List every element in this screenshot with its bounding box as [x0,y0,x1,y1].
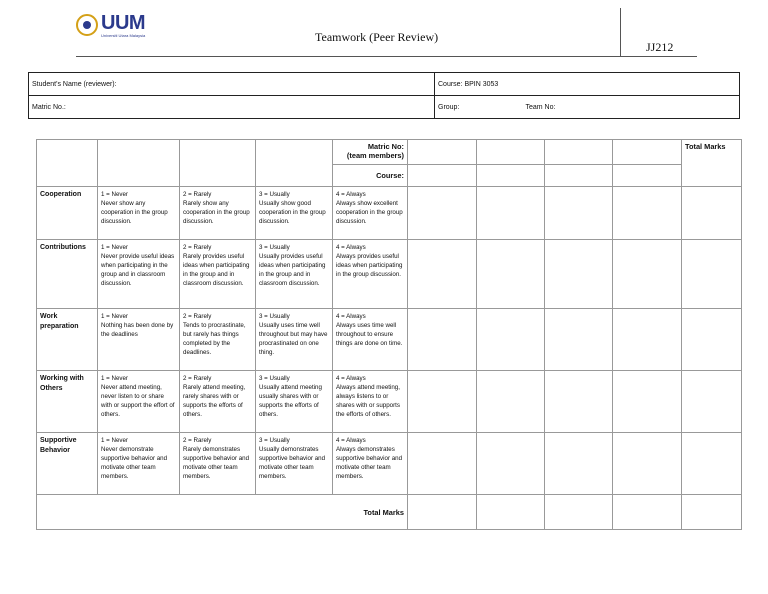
level-always [333,371,408,433]
course-label: Course: BPIN 3053 [438,80,499,88]
criterion-row [37,240,742,309]
score-cell[interactable] [613,433,682,495]
level-head: 4 = Always [336,437,366,444]
total-cell[interactable] [682,433,742,495]
team-members-label: (team members) [346,151,404,160]
level-rarely [180,309,256,371]
level-text: Never provide useful ideas when participating in the group and in classroom discussion. [101,253,175,287]
rubric-table [36,139,742,530]
score-cell[interactable] [477,240,545,309]
level-text: Usually uses time well throughout but may have procrastinated on one thing. [259,322,328,356]
logo-text: UUM [101,12,146,34]
total-cell[interactable] [682,371,742,433]
level-always [333,240,408,309]
score-cell[interactable] [545,433,613,495]
total-cell[interactable] [682,309,742,371]
matric-header: Matric No: [367,142,404,151]
header-vertical-divider [620,8,621,57]
logo-subtitle: Universiti Utara Malaysia [101,33,146,38]
level-head: 1 = Never [101,375,128,382]
level-head: 2 = Rarely [183,244,212,251]
student-name-label: Student's Name (reviewer): [32,80,117,88]
total-cell[interactable] [682,187,742,240]
score-cell[interactable] [477,371,545,433]
level-head: 1 = Never [101,313,128,320]
score-cell[interactable] [545,187,613,240]
criterion-row [37,371,742,433]
level-usually [256,309,333,371]
level-text: Always show excellent cooperation in the group discussion. [336,200,403,225]
level-head: 1 = Never [101,437,128,444]
level-text: Rarely attend meeting, rarely shares with or supports the efforts of others. [183,384,246,418]
level-text: Never demonstrate supportive behavior and motivate other team members. [101,446,168,480]
level-text: Rarely show any cooperation in the group discussion. [183,200,250,225]
score-cell[interactable] [408,371,477,433]
score-cell[interactable] [545,371,613,433]
level-text: Usually demonstrates supportive behavior and motivate other team members. [259,446,326,480]
level-always [333,187,408,240]
group-field[interactable] [435,96,523,119]
member-total-cell[interactable] [613,495,682,530]
level-head: 2 = Rarely [183,437,212,444]
level-rarely [180,371,256,433]
score-cell[interactable] [613,371,682,433]
team-no-label: Team No: [525,103,556,111]
matric-label: Matric No.: [32,103,66,111]
level-never [98,371,180,433]
level-head: 2 = Rarely [183,191,212,198]
score-cell[interactable] [408,240,477,309]
criterion-name: Working with Others [37,371,98,433]
level-text: Usually provides useful ideas when participating in the group and in classroom discussion. [259,253,326,287]
matric-header-cell [333,140,408,165]
level-text: Tends to procrastinate, but rarely has things completed by the deadlines. [183,322,246,356]
level-never [98,433,180,495]
student-name-field[interactable] [29,73,435,96]
criterion-name: Contributions [37,240,98,309]
level-never [98,240,180,309]
level-head: 3 = Usually [259,437,290,444]
level-head: 2 = Rarely [183,313,212,320]
score-cell[interactable] [477,433,545,495]
grand-total-cell[interactable] [682,495,742,530]
crest-icon [76,14,98,36]
score-cell[interactable] [613,187,682,240]
level-text: Usually show good cooperation in the group discussion. [259,200,326,225]
level-text: Always attend meeting, always listens to or shares with or supports the efforts of others. [336,384,400,418]
course-header: Course: [333,165,408,187]
score-cell[interactable] [408,433,477,495]
level-text: Never show any cooperation in the group discussion. [101,200,168,225]
level-head: 1 = Never [101,191,128,198]
member-total-cell[interactable] [545,495,613,530]
level-head: 3 = Usually [259,191,290,198]
course-field[interactable] [435,73,740,96]
level-text: Rarely provides useful ideas when participating in the group and in classroom discussion. [183,253,250,287]
criterion-name: Cooperation [37,187,98,240]
member-course-cell[interactable] [613,165,682,187]
uum-logo [76,12,156,42]
level-never [98,187,180,240]
footer-total-label: Total Marks [37,495,408,530]
level-text: Rarely demonstrates supportive behavior and motivate other team members. [183,446,250,480]
member-total-cell[interactable] [408,495,477,530]
member-course-cell[interactable] [408,165,477,187]
level-head: 3 = Usually [259,375,290,382]
criterion-row [37,187,742,240]
code-divider [621,56,697,57]
criterion-name: Supportive Behavior [37,433,98,495]
member-total-cell[interactable] [477,495,545,530]
team-no-field[interactable] [523,96,740,119]
group-label: Group: [438,103,460,111]
document-code: JJ212 [646,40,674,54]
level-always [333,433,408,495]
matric-field[interactable] [29,96,435,119]
total-marks-header: Total Marks [682,140,742,187]
level-usually [256,187,333,240]
level-head: 4 = Always [336,244,366,251]
level-text: Usually attend meeting usually shares with or supports the efforts of others. [259,384,322,418]
member-matric-cell[interactable] [408,140,477,165]
criterion-row [37,433,742,495]
level-usually [256,433,333,495]
score-cell[interactable] [613,240,682,309]
level-usually [256,371,333,433]
level-head: 4 = Always [336,313,366,320]
criterion-name: Work preparation [37,309,98,371]
level-text: Always demonstrates supportive behavior and motivate other team members. [336,446,403,480]
level-always [333,309,408,371]
score-cell[interactable] [408,187,477,240]
level-usually [256,240,333,309]
level-head: 4 = Always [336,191,366,198]
header-divider [76,56,621,57]
score-cell[interactable] [477,309,545,371]
total-cell[interactable] [682,240,742,309]
member-course-cell[interactable] [477,165,545,187]
footer-row [37,495,742,530]
score-cell[interactable] [545,240,613,309]
member-matric-cell[interactable] [613,140,682,165]
member-matric-cell[interactable] [545,140,613,165]
level-text: Always provides useful ideas when participating in the group discussion. [336,253,403,278]
level-rarely [180,433,256,495]
level-rarely [180,187,256,240]
score-cell[interactable] [477,187,545,240]
level-head: 3 = Usually [259,244,290,251]
document-title: Teamwork (Peer Review) [315,30,439,44]
level-head: 1 = Never [101,244,128,251]
level-text: Nothing has been done by the deadlines [101,322,174,338]
level-head: 4 = Always [336,375,366,382]
member-course-cell[interactable] [545,165,613,187]
level-text: Always uses time well throughout to ensure things are done on time. [336,322,403,347]
level-head: 2 = Rarely [183,375,212,382]
level-head: 3 = Usually [259,313,290,320]
level-rarely [180,240,256,309]
level-never [98,309,180,371]
level-text: Never attend meeting, never listen to or share with or support the effort of others. [101,384,175,418]
criterion-row [37,309,742,371]
member-matric-cell[interactable] [477,140,545,165]
score-cell[interactable] [408,309,477,371]
score-cell[interactable] [545,309,613,371]
student-info-table [28,72,740,119]
score-cell[interactable] [613,309,682,371]
